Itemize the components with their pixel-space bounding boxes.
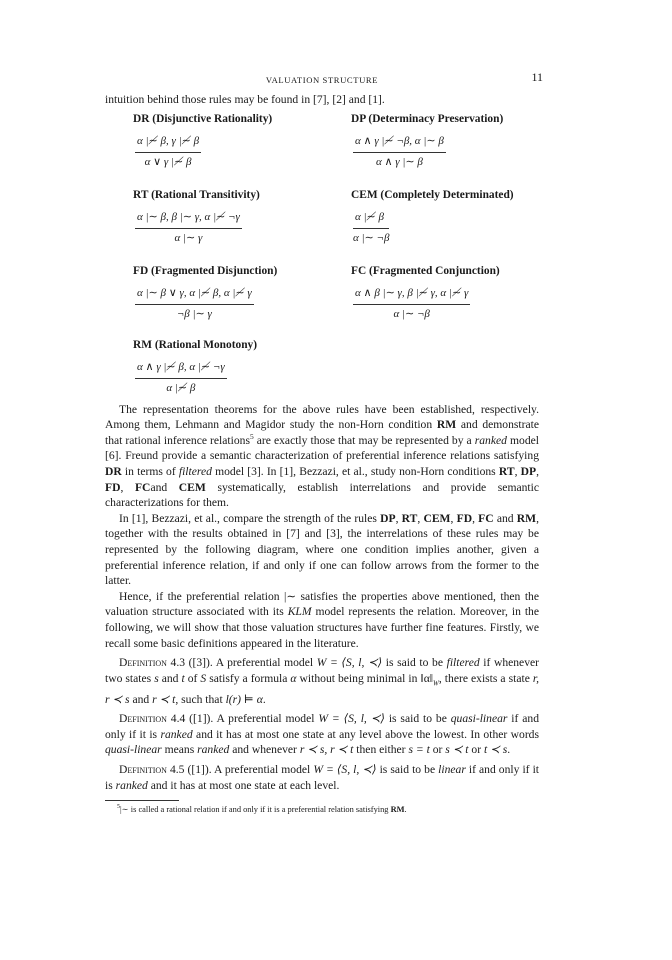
rule-premise: α |≁ β [353,210,389,229]
page-number: 11 [531,70,543,84]
rule-fc [351,264,581,323]
rule-fraction [135,210,242,246]
page-header [105,70,543,86]
rule-name: FC (Fragmented Conjunction) [351,264,500,277]
inference-rules [105,112,539,402]
rule-conclusion: α |∼ ¬β [393,307,430,320]
rule-conclusion: α |∼ γ [174,231,203,244]
rule-rt [133,188,363,247]
rule-fraction [135,134,201,170]
rule-fraction [135,286,254,322]
rule-name: CEM (Completely Determinated) [351,188,514,201]
rule-name: FD (Fragmented Disjunction) [133,264,278,277]
rule-cem [351,188,581,247]
rule-premise: α |∼ β, β |∼ γ, α |≁ ¬γ [135,210,242,229]
rule-premise: α |∼ β ∨ γ, α |≁ β, α |≁ γ [135,286,254,305]
paper-page [105,70,543,816]
rule-fraction [353,286,470,322]
rule-name: DR (Disjunctive Rationality) [133,112,273,125]
definition-4-5: Definition 4.5 ([1]). A preferential model W = ⟨S, l, ≺⟩ is said to be linear if and only if it is ranked and it has at most one state at each level. [105,762,540,792]
footnote-separator [105,800,179,801]
rule-name: DP (Determinacy Preservation) [351,112,504,125]
rule-conclusion: α |≁ β [166,381,196,394]
rule-conclusion: α ∨ γ |≁ β [144,155,192,168]
footnote: $^5$|∼ is called a rational relation if and only if it is a preferential relation satisfying RM. [117,804,407,815]
footnote-marker: 5 [249,431,254,441]
intro-line: intuition behind those rules may be found in [7], [2] and [1]. [105,93,385,106]
rule-conclusion: ¬β |∼ γ [176,307,212,320]
rule-name: RT (Rational Transitivity) [133,188,260,201]
rule-rm [133,338,363,397]
rule-fd [133,264,363,323]
running-head: VALUATION STRUCTURE [265,75,379,85]
rule-premise: α ∧ β |∼ γ, β |≁ γ, α |≁ γ [353,286,470,305]
rule-premise: α |≁ β, γ |≁ β [135,134,201,153]
rule-conclusion: α |∼ ¬β [353,231,390,244]
paragraph-valuation-structure: Hence, if the preferential relation |∼ satisfies the properties above mentioned, then the valuation structure associated with its KLM model represents the relation. Moreover, in the following, we will show that those valuation structures have further fine features. Firstly, we recall some basic definitions appeared in the literature. [105,589,539,650]
rule-fraction [353,134,446,170]
rule-premise: α ∧ γ |≁ β, α |≁ ¬γ [135,360,227,379]
definition-4-4: Definition 4.4 ([1]). A preferential model W = ⟨S, l, ≺⟩ is said to be quasi-linear if and only if it is ranked and it has at most one state at any level above the lowest. In other words quasi-linear means ranked and whenever r ≺ s, r ≺ t then either s = t or s ≺ t or t ≺ s. [105,712,539,757]
paragraph-rule-strength: In [1], Bezzazi, et al., compare the strength of the rules DP, RT, CEM, FD, FC and RM, together with the results obtained in [7] and [3], the interrelations of these rules may be represented by the following diagram, where one condition implies another, given a preferential inference relation, if and only if one can follow arrows from the former to the latter. [105,511,539,588]
rule-dp [351,112,581,171]
definition-4-3: Definition 4.3 ([3]). A preferential model W = ⟨S, l, ≺⟩ is said to be filtered if whenever two states s and t of S satisfy a formula α without being minimal in $‖\alpha‖_W$, there exists a state r, r ≺ s and r ≺ t, such that l(r) ⊨ α. [105,656,540,706]
rule-fraction [135,360,227,396]
rule-conclusion: α ∧ γ |∼ β [375,155,423,168]
definitions [105,655,539,793]
paragraph-representation-theorems: The representation theorems for the above rules have been established, respectively. Among them, Lehmann and Magidor study the non-Horn condition RM and demonstrate that rational inference relations$^5$ are exactly those that may be represented by a ranked model [6]. Freund provide a semantic characterization of preferential inference relations satisfying DR in terms of filtered model [3]. In [1], Bezzazi, et al., study non-Horn conditions RT, DP, FD, FCand CEM systematically, establish interrelations and provide semantic characterizations for them. [105,402,540,510]
rule-name: RM (Rational Monotony) [133,338,258,351]
rule-dr [133,112,363,171]
footnote-number: 5 [117,804,120,811]
rule-premise: α ∧ γ |≁ ¬β, α |∼ β [353,134,446,153]
rule-fraction [353,210,389,246]
